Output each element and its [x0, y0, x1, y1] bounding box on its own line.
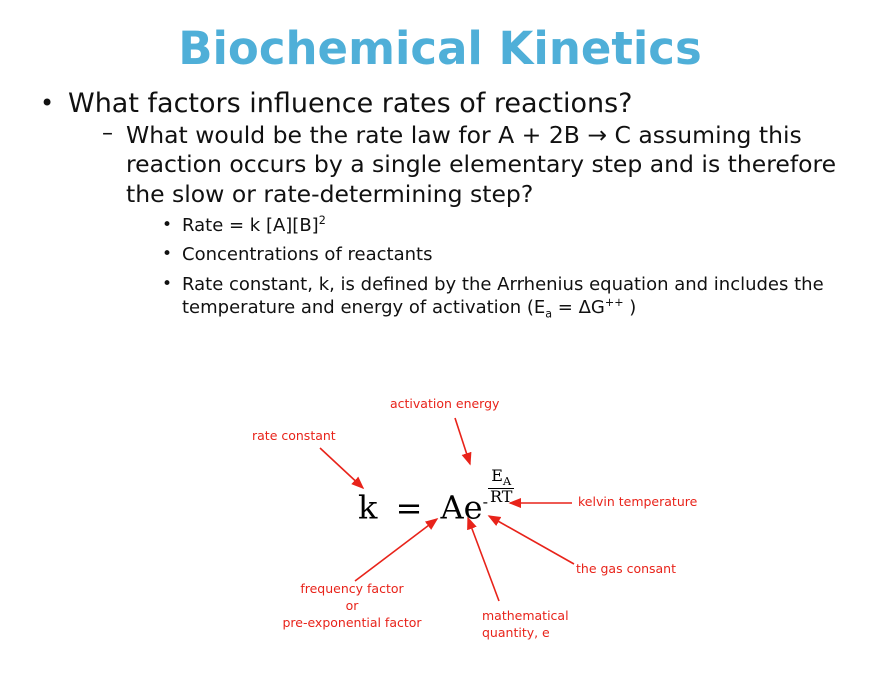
bullet-level3-rate-constant	[160, 273, 866, 322]
equation-equals: =	[395, 488, 423, 527]
bullet-glyph-level2: –	[102, 121, 113, 147]
slide-body	[0, 88, 880, 323]
bullet-level2-text: What would be the rate law for A + 2B → C assuming this reaction occurs by a single elementary step and is therefore the slow or rate-determining step?	[126, 121, 837, 208]
label-activation-energy: activation energy	[390, 396, 500, 411]
bullet-list-level2	[68, 121, 866, 322]
page-title: Biochemical Kinetics	[178, 22, 702, 75]
label-frequency-factor-line1: frequency factor	[300, 581, 404, 596]
label-mathematical-quantity-line1: mathematical	[482, 608, 569, 623]
equation-denominator: RT	[490, 486, 513, 506]
bullet-level3-text-3: Rate constant, k, is defined by the Arrhenius equation and includes the temperature and energy of activation ($E_a = \Delta G^{++}$ )	[182, 273, 824, 321]
bullet-level3-text-2: Concentrations of reactants	[182, 244, 433, 266]
equation-k: k	[358, 488, 378, 527]
label-mathematical-quantity-line2: quantity, e	[482, 624, 550, 640]
label-gas-constant: the gas consant	[576, 561, 677, 576]
label-rate-constant: rate constant	[252, 428, 336, 443]
bullet-glyph-level1: •	[40, 88, 55, 117]
bullet-level1-text: What factors influence rates of reactions?	[68, 87, 633, 119]
slide	[0, 24, 880, 684]
bullet-level3-rate-law	[160, 214, 866, 237]
arrhenius-diagram	[0, 376, 880, 676]
label-frequency-factor-line3: pre-exponential factor	[282, 614, 422, 630]
bullet-glyph-level3: •	[162, 273, 173, 294]
bullet-glyph-level3: •	[162, 244, 173, 265]
label-kelvin-temperature: kelvin temperature	[578, 494, 698, 509]
label-mathematical-quantity	[482, 608, 569, 642]
label-frequency-factor	[262, 581, 442, 632]
equation-numerator: $E_A$	[491, 466, 512, 489]
bullet-level3-text-1: Rate = k $[A][B]^2$	[182, 213, 326, 236]
bullet-glyph-level3: •	[162, 214, 173, 235]
bullet-level1	[26, 88, 866, 323]
bullet-list-level3	[126, 214, 866, 322]
bullet-list-level1	[26, 88, 866, 323]
arrhenius-equation	[358, 466, 514, 527]
equation-minus: -	[482, 491, 488, 511]
label-frequency-factor-line2: or	[345, 597, 359, 613]
equation-fraction	[488, 468, 514, 505]
bullet-level2	[98, 121, 866, 322]
bullet-level3-concentrations	[160, 243, 866, 266]
equation-ae: Ae	[440, 488, 483, 527]
